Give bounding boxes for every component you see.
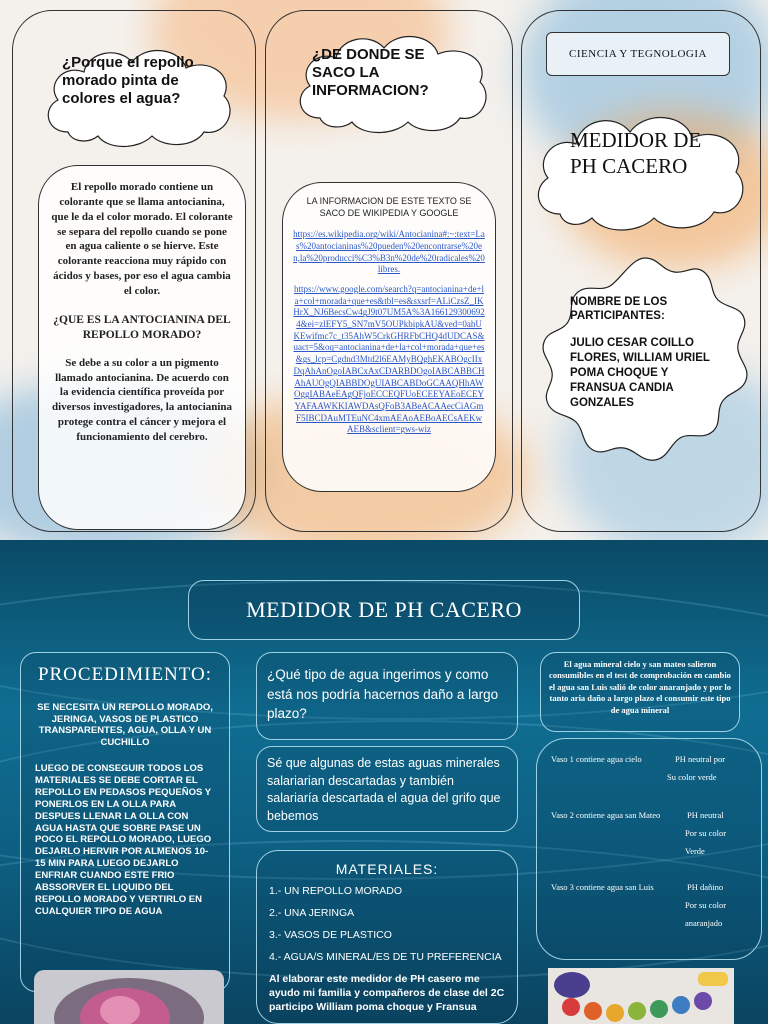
course-name: CIENCIA Y TEGNOLOGIA: [569, 48, 707, 60]
conclusion-box: [540, 652, 740, 732]
course-box: [546, 32, 730, 76]
materials-item: 4.- AGUA/S MINERAL/ES DE TU PREFERENCIA: [269, 951, 502, 964]
materials-item: 3.- VASOS DE PLASTICO: [269, 929, 392, 942]
result-color: Por su color: [685, 828, 727, 838]
procedure-materials: SE NECESITA UN REPOLLO MORADO, JERINGA, VASOS DE PLASTICO TRANSPARENTES, AGUA, OLLA Y UN CUCHILLO: [37, 701, 213, 749]
water-question: ¿Qué tipo de agua ingerimos y como está nos podría hacernos daño a largo plazo?: [267, 667, 499, 722]
result-color-name: Verde: [685, 846, 705, 856]
participants-badge: [540, 252, 750, 467]
inside-title-box: [188, 580, 580, 640]
materials-item: 1.- UN REPOLLO MORADO: [269, 885, 403, 897]
sources-intro: LA INFORMACION DE ESTE TEXTO SE SACO DE WIKIPEDIA Y GOOGLE: [306, 196, 472, 219]
antocianina-heading: ¿QUE ES LA ANTOCIANINA DEL REPOLLO MORADO?: [53, 313, 231, 342]
antocianina-explanation: Se debe a su color a un pigmento llamado antocianina. De acuerdo con la evidencia científica proveída por diversos investigadores, la antocianina protege contra el cáncer y mejora el funcionamiento del cerebro.: [51, 356, 233, 443]
materials-item: 2.- UNA JERINGA: [269, 907, 355, 920]
results-box: [536, 738, 762, 960]
source-question: ¿DE DONDE SE SACO LA INFORMACION?: [312, 46, 429, 99]
result-color: Su color verde: [667, 772, 717, 782]
inside-title: MEDIDOR DE PH CACERO: [246, 597, 522, 622]
result-glass: Vaso 2 contiene agua san Mateo: [551, 810, 661, 820]
google-link[interactable]: https://www.google.com/search?q=antocianina+de+la+col+morada+que+es&tbl=es&sxsrf=ALiCzsZ_IKHrX_NJ6BecsCw4gJ9t07UM5A%3A1661293006924&ei=zlEFY5_SN7mV5OUPkbipkAU&ved=0ahUKEwifmc7c_t35AhW5CrkGHRFbCHQ4dUDCAS&uact=5&oq=antocianina+de+la+col+morada+que+es&gs_lcp=Cgdnd3Mtd2l6EAMyBQghEKABOgcIIxDqAhAnOgoIABCxAxCDARBDOgoIABCABBCHAhAUOgQIABBDOgUIABCABDoGCAAQHhAWOggIABAeEAgQFjoECCEQFUoECEEYAEoECEYYAFAAWKKIAWDAsQFoB3ABeACAAecCiAGmF5IBCDAuMTEuNC4xmAEAoAEBoAECsAEKwAEB&sclient=gws-wiz: [293, 284, 485, 435]
credits-text: Al elaborar este medidor de PH casero me ayudo mi familia y compañeros de clase del 2C participo William poma choque y Fransua: [269, 973, 505, 1013]
question-cloud: [38, 40, 238, 152]
result-ph: PH dañino: [687, 882, 724, 892]
result-glass: Vaso 3 contiene agua san Luis: [551, 882, 654, 892]
result-ph: PH neutral por: [675, 754, 726, 764]
conclusion-text: El agua mineral cielo y san mateo salieron consumibles en el test de comprobación en cambio el agua san Luis salió de color anaranjado y por lo tanto aria daño a largo plazo el consumir este tipo de agua mineral: [549, 659, 731, 715]
question-text: ¿Porque el repollo morado pinta de colores el agua?: [62, 54, 194, 107]
wikipedia-link[interactable]: https://es.wikipedia.org/wiki/Antocianina#:~:text=Las%20antocianinas%20pueden%20encontrarse%20en,la%20producci%C3%B3n%20de%20radicales%20libres.: [293, 229, 485, 275]
result-glass: Vaso 1 contiene agua cielo: [551, 754, 642, 764]
cabbage-pot-photo: [34, 970, 224, 1024]
answer-box: [256, 746, 518, 832]
participants-names: JULIO CESAR COILLO FLORES, WILLIAM URIEL POMA CHOQUE Y FRANSUA CANDIA GONZALES: [570, 337, 710, 409]
procedure-heading: PROCEDIMIENTO:: [37, 664, 213, 685]
participants-heading: NOMBRE DE LOS PARTICIPANTES:: [570, 296, 668, 322]
materials-list: [269, 885, 505, 963]
materials-heading: MATERIALES:: [335, 861, 439, 877]
source-cloud: [290, 28, 495, 138]
cabbage-explanation: El repollo morado contiene un colorante que se llama antocianina, que le da el color morado. El colorante se separa del repollo cuando se pone en agua caliente o se hierve. Este colorante reacciona muy rápido con ácidos y bases, por eso el agua cambia el color.: [51, 181, 233, 297]
procedure-box: [20, 652, 230, 992]
sources-box: [282, 182, 496, 492]
result-ph: PH neutral: [687, 810, 724, 820]
brochure-inside: [0, 540, 768, 1024]
result-color-name: anaranjado: [685, 918, 723, 928]
ph-cups-photo: [548, 968, 734, 1024]
antocianina-box: [38, 165, 246, 530]
question-box: [256, 652, 518, 740]
materials-box: [256, 850, 518, 1024]
brochure-title: MEDIDOR DE PH CACERO: [570, 128, 702, 178]
title-cloud: [530, 108, 752, 238]
water-answer: Sé que algunas de estas aguas minerales salariarian descartadas y también salariaría descartada el agua del grifo que bebemos: [267, 756, 501, 823]
result-color: Por su color: [685, 900, 727, 910]
procedure-steps: LUEGO DE CONSEGUIR TODOS LOS MATERIALES SE DEBE CORTAR EL REPOLLO EN PEDASOS PEQUEÑOS Y PONERLOS EN LA OLLA PARA DESPUES LLENAR LA OLLA CON AGUA HASTA QUE SOBRE PASE UN POCO EL REPOLLO MORADO, LUEGO DEJARLO HERVIR POR ALMENOS 10-15 MIN PARA LUEGO DEJARLO ENFRIAR CUANDO ESTE FRIO ABSSORVER EL LIQUIDO DEL REPOLLO MORADO Y VERTIRLO EN CUALQUIER TIPO DE AGUA: [35, 763, 212, 917]
